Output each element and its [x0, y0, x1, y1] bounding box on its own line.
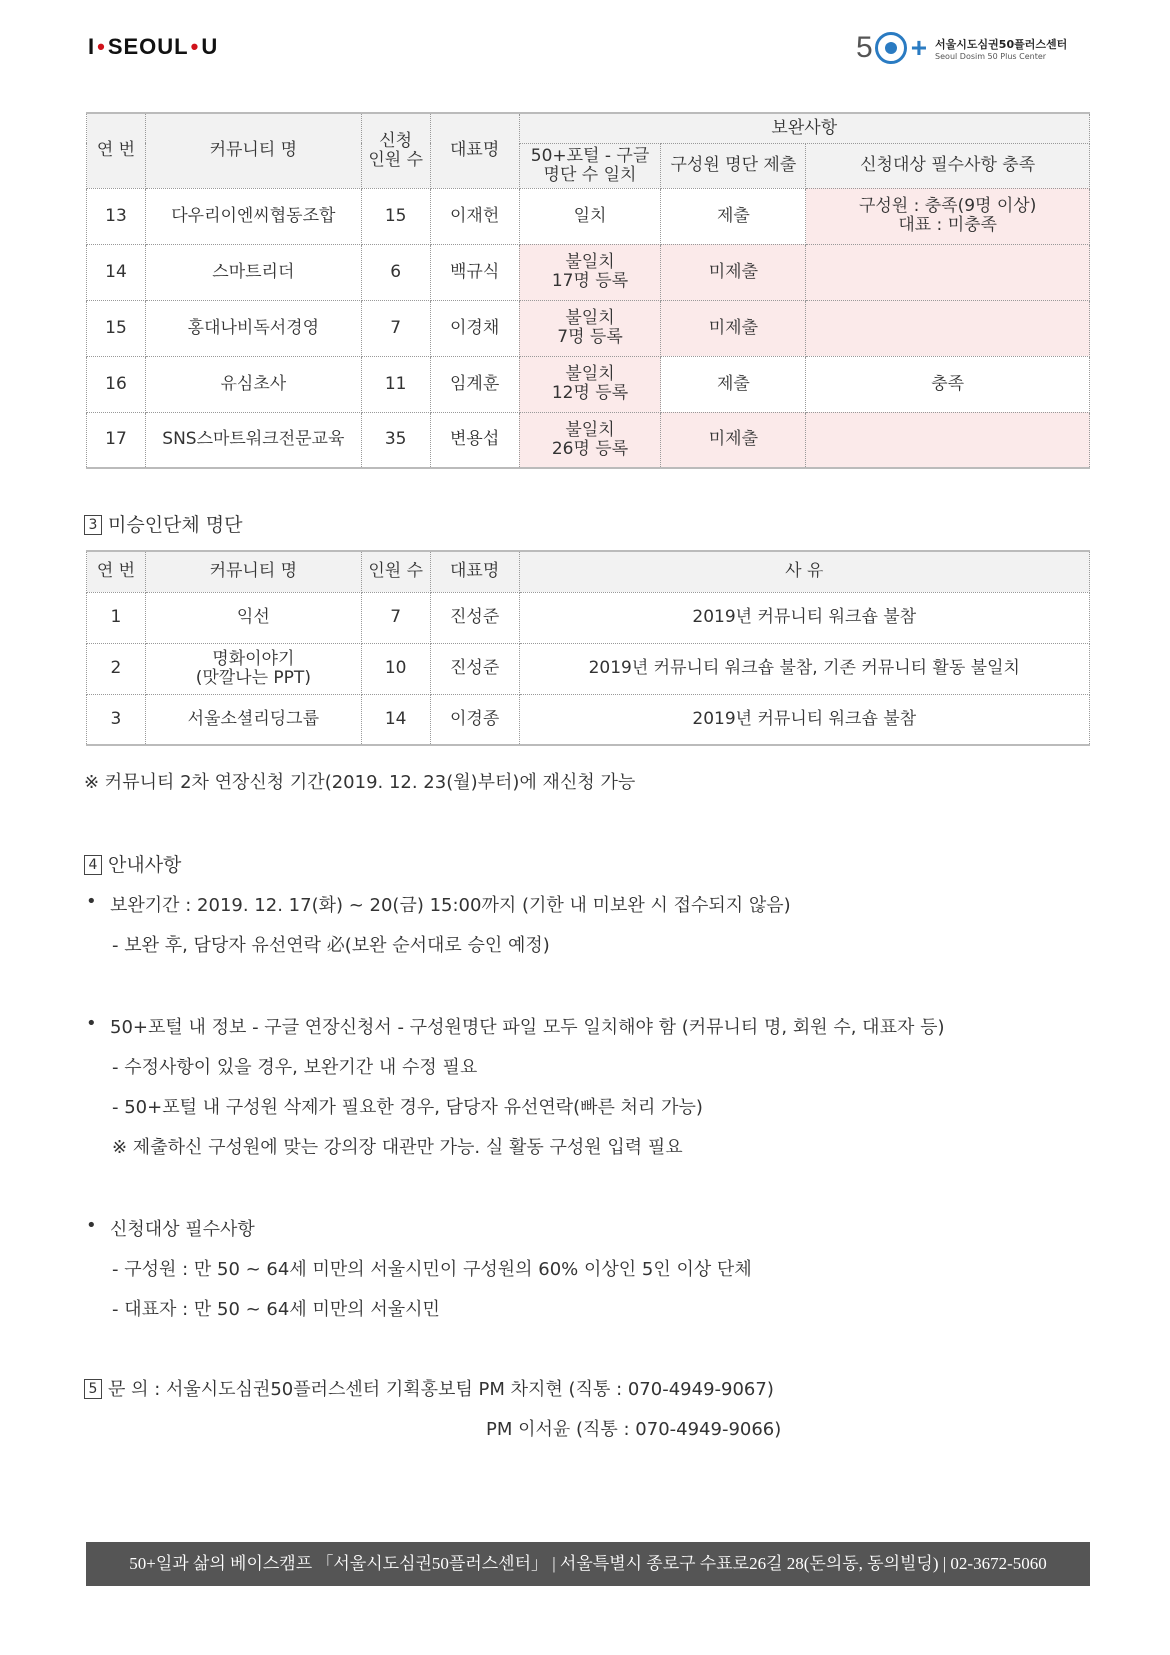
cell-name: 서울소셜리딩그룹 [145, 694, 361, 745]
header-member-count: 인원 수 [361, 551, 430, 592]
cell-rep: 진성준 [430, 592, 519, 643]
logo-dot: • [190, 34, 200, 59]
guide-period: 보완기간 : 2019. 12. 17(화) ~ 20(금) 15:00까지 (기한 내 미보완 시 접수되지 않음) [110, 895, 791, 916]
center-logo [856, 28, 1067, 68]
header-applicant-count: 신청 인원 수 [361, 113, 430, 188]
cell-portal: 일치 [519, 188, 661, 244]
bullet-icon: • [86, 1215, 97, 1236]
supplement-table [86, 112, 1090, 469]
contact-line-2: PM 이서윤 (직통 : 070-4949-9066) [486, 1419, 782, 1440]
cell-submit: 미제출 [661, 244, 806, 300]
section-number-box: 4 [84, 855, 102, 875]
guide-match-sub2: - 50+포털 내 구성원 삭제가 필요한 경우, 담당자 유선연락(빠른 처리 가능) [112, 1097, 703, 1118]
contact-line-1 [84, 1375, 774, 1401]
cell-count: 35 [361, 412, 430, 468]
header-no: 연 번 [87, 113, 146, 188]
cell-requirement: 충족 [806, 356, 1090, 412]
cell-rep: 이경채 [430, 300, 519, 356]
table-row [87, 356, 1090, 412]
header-member-submit: 구성원 명단 제출 [661, 143, 806, 188]
cell-rep: 변용섭 [430, 412, 519, 468]
cell-count: 15 [361, 188, 430, 244]
table-row [87, 188, 1090, 244]
table-row [87, 694, 1090, 745]
cell-submit: 미제출 [661, 300, 806, 356]
logo-ring-icon [875, 32, 907, 64]
header-representative: 대표명 [430, 551, 519, 592]
cell-portal: 불일치 17명 등록 [519, 244, 661, 300]
table-row [87, 643, 1090, 694]
rejected-table [86, 550, 1090, 746]
cell-no: 3 [87, 694, 146, 745]
cell-no: 14 [87, 244, 146, 300]
section-title-text: 미승인단체 명단 [108, 514, 243, 536]
header-no: 연 번 [87, 551, 146, 592]
footer-bar: 50+일과 삶의 베이스캠프 「서울시도심권50플러스센터」 | 서울특별시 종로구 수표로26길 28(돈의동, 동의빌딩) | 02-3672-5060 [86, 1542, 1090, 1586]
cell-name: 다우리이엔씨협동조합 [145, 188, 361, 244]
cell-submit: 미제출 [661, 412, 806, 468]
cell-name: 명화이야기 (맛깔나는 PPT) [145, 643, 361, 694]
logo-u: U [201, 34, 219, 59]
cell-rep: 진성준 [430, 643, 519, 694]
guide-match-sub3: ※ 제출하신 구성원에 맞는 강의장 대관만 가능. 실 활동 구성원 입력 필요 [112, 1137, 683, 1158]
guide-match-sub1: - 수정사항이 있을 경우, 보완기간 내 수정 필요 [112, 1057, 478, 1078]
cell-no: 15 [87, 300, 146, 356]
cell-no: 2 [87, 643, 146, 694]
cell-no: 1 [87, 592, 146, 643]
table-row [87, 592, 1090, 643]
logo-50-mark [856, 31, 927, 65]
guide-period-sub: - 보완 후, 담당자 유선연락 必(보완 순서대로 승인 예정) [112, 935, 550, 956]
cell-no: 13 [87, 188, 146, 244]
logo-num: 5 [856, 31, 873, 64]
table-row [87, 244, 1090, 300]
section-title-text: 안내사항 [108, 854, 182, 876]
section-number-box: 3 [84, 515, 102, 535]
logo-seoul: SEOUL [107, 34, 189, 59]
cell-rep: 백규식 [430, 244, 519, 300]
bullet-icon: • [86, 1013, 97, 1034]
cell-portal: 불일치 7명 등록 [519, 300, 661, 356]
cell-count: 7 [361, 300, 430, 356]
cell-no: 17 [87, 412, 146, 468]
cell-reason: 2019년 커뮤니티 워크숍 불참, 기존 커뮤니티 활동 불일치 [519, 643, 1089, 694]
cell-requirement [806, 244, 1090, 300]
table-row [87, 300, 1090, 356]
contact-text-1: 문 의 : 서울시도심권50플러스센터 기획홍보팀 PM 차지현 (직통 : 070-4949-9067) [108, 1379, 774, 1400]
cell-reason: 2019년 커뮤니티 워크숍 불참 [519, 694, 1089, 745]
cell-reason: 2019년 커뮤니티 워크숍 불참 [519, 592, 1089, 643]
cell-name: 유심초사 [145, 356, 361, 412]
bullet-icon: • [86, 891, 97, 912]
cell-name: 스마트리더 [145, 244, 361, 300]
header-requirement: 신청대상 필수사항 충족 [806, 143, 1090, 188]
logo-plus: + [910, 32, 928, 63]
cell-no: 16 [87, 356, 146, 412]
cell-name: SNS스마트워크전문교육 [145, 412, 361, 468]
header-community-name: 커뮤니티 명 [145, 113, 361, 188]
header-reason: 사 유 [519, 551, 1089, 592]
cell-rep: 임계훈 [430, 356, 519, 412]
cell-requirement [806, 300, 1090, 356]
section-4-title [84, 850, 181, 877]
cell-portal: 불일치 26명 등록 [519, 412, 661, 468]
reapply-note: ※ 커뮤니티 2차 연장신청 기간(2019. 12. 23(월)부터)에 재신청 가능 [84, 772, 636, 793]
cell-count: 11 [361, 356, 430, 412]
logo-i: I [88, 34, 96, 59]
table-row [87, 412, 1090, 468]
cell-count: 14 [361, 694, 430, 745]
cell-name: 익선 [145, 592, 361, 643]
section-3-title [84, 510, 243, 537]
section-number-box: 5 [84, 1379, 102, 1399]
logo-text [935, 36, 1067, 61]
header-portal-match: 50+포털 - 구글 명단 수 일치 [519, 143, 661, 188]
header-supplement: 보완사항 [519, 113, 1089, 143]
header-community-name: 커뮤니티 명 [145, 551, 361, 592]
guide-match: 50+포털 내 정보 - 구글 연장신청서 - 구성원명단 파일 모두 일치해야 함 (커뮤니티 명, 회원 수, 대표자 등) [110, 1017, 945, 1038]
cell-requirement [806, 412, 1090, 468]
logo-text-en: Seoul Dosim 50 Plus Center [935, 51, 1047, 61]
cell-rep: 이경종 [430, 694, 519, 745]
cell-rep: 이재헌 [430, 188, 519, 244]
cell-count: 10 [361, 643, 430, 694]
cell-submit: 제출 [661, 188, 806, 244]
cell-portal: 불일치 12명 등록 [519, 356, 661, 412]
cell-requirement: 구성원 : 충족(9명 이상) 대표 : 미충족 [806, 188, 1090, 244]
cell-count: 6 [361, 244, 430, 300]
cell-count: 7 [361, 592, 430, 643]
cell-submit: 제출 [661, 356, 806, 412]
seoul-logo [88, 34, 218, 60]
logo-dot: • [97, 34, 106, 59]
guide-requirement-sub1: - 구성원 : 만 50 ~ 64세 미만의 서울시민이 구성원의 60% 이상인 5인 이상 단체 [112, 1259, 752, 1280]
guide-requirement-sub2: - 대표자 : 만 50 ~ 64세 미만의 서울시민 [112, 1299, 440, 1320]
header-representative: 대표명 [430, 113, 519, 188]
logo-text-ko: 서울시도심권50플러스센터 [935, 37, 1068, 51]
cell-name: 홍대나비독서경영 [145, 300, 361, 356]
guide-requirement: 신청대상 필수사항 [110, 1219, 255, 1240]
